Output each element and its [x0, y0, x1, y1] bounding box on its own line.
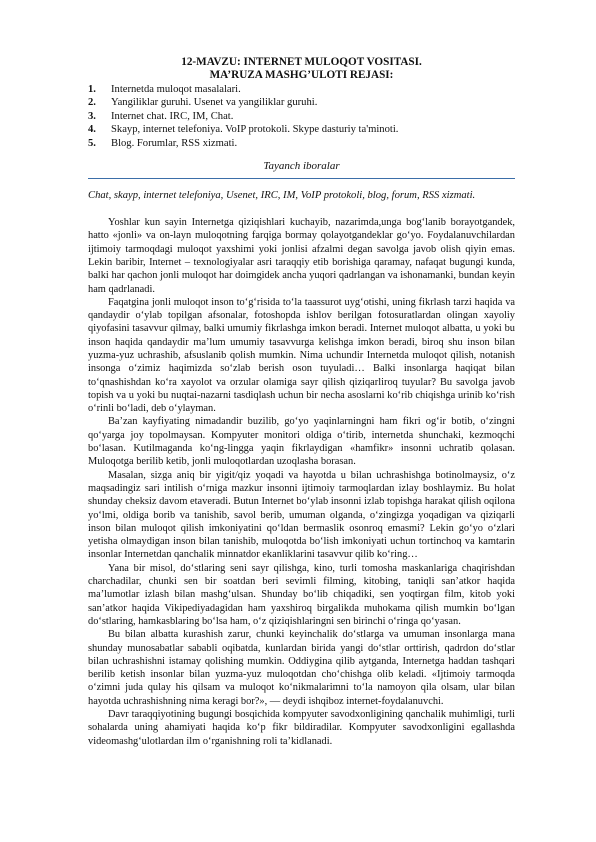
body-paragraph: Faqatgina jonli muloqot inson to‘g‘risida to‘la taassurot uyg‘otishi, uning fikrlash tarzi haqida va qandaydir o‘ylab topilgan afsonalar, fotoshopda ishlov berilgan fotosuratlardan olingan xayoliy qiyofasini tasavvur qilmay, balki umumiy fikrlashga imkon beradi. Internet muloqot albatta, u yoki bu inson haqida qandaydir ma’lum umumiy tasavvurga kelishga imkon beradi, biroq shu inson bilan yuzma-yuz uchrashib, afsuslanib qolish mumkin. Nima uchundir Internetda muloqot qilish, notanish insonga o‘zimiz haqimizda so‘zlab berish oson tuyuladi… Balki insonlarga haqiqat bilan to‘qnashishdan ko‘ra xayolot va orzular olamiga sayr qilish qiziqarliroq tuyular? Bu savolga javob topish va u yoki bu nuqtai-nazarni tasdiqlash uchun bir necha asoslarni ko‘rib chiqishga urinib ko‘rish o‘rinli bo‘ladi, deb o‘ylayman. — [88, 296, 515, 415]
plan-item-text: Skayp, internet telefoniya. VoIP protokoli. Skype dasturiy ta'minoti. — [111, 124, 399, 136]
section-divider — [88, 178, 515, 179]
plan-item-number: 2. — [88, 97, 96, 109]
keywords-heading: Tayanch iboralar — [263, 160, 340, 173]
body-paragraph: Ba’zan kayfiyating nimadandir buzilib, go‘yo yaqinlarningni ham fikri og‘ir botib, o‘zingni qo‘yarga joy topolmaysan. Kompyuter monitori oldiga o‘tirib, internetda shunchaki, kezmoqchi bo‘lasan. Kutilmaganda ko‘ng-lingga yaqin fikrlaydigan «hamfikr» insonni uchratib qolasan. Muloqotga berilib ketib, jonli muloqotlardan uzoqlasha borasan. — [88, 416, 515, 468]
body-paragraph: Bu bilan albatta kurashish zarur, chunki keyinchalik do‘stlarga va umuman insonlarga mana shunday munosabatlar sababli oqibatda, kunlardan birida yangi do‘stlar orttirish, qadrdon do‘stlar bilan uchrashishni istamay qolishing mumkin. Oddiygina qilib aytganda, Internetga haddan tashqari berilib ketish insonlar bilan yuzma-yuz muloqotdan cho‘chishga olib keladi. «Ijtimoiy tarmoqda o‘zimni juda qulay his qilsam va muloqot ko‘nikmalarimni to‘la namoyon qila olsam, ular bilan hayotda uchrashishning nima keragi bor?», — deydi ishqiboz internet-foydalanuvchi. — [88, 629, 515, 707]
plan-item-number: 4. — [88, 124, 96, 136]
plan-item-text: Blog. Forumlar, RSS xizmati. — [111, 137, 238, 149]
keywords-text: Chat, skayp, internet telefoniya, Usenet, IRC, IM, VoIP protokoli, blog, forum, RSS xizmati. — [88, 190, 476, 202]
body-paragraph: Yoshlar kun sayin Internetga qiziqishlari kuchayib, nazarimda,unga bog‘lanib borayotgandek, hatto «jonli» va on-layn muloqotning farqiga bormay qolayotgandeklar go‘yo. Foydalanuvchilardan ijtimoiy tarmoqdagi muloqot yaxshimi yoki jonlisi afzalmi degan savolga javob olish qiyin emas. Lekin baribir, Internet – texnologiyalar asri taraqqiy etib borishiga qaramay, nafaqat bugungi kunda, balki har qachon jonli muloqot har doimgidek ancha yuqori qadrlangan va ishonamanki, bundan keyin ham qadrlanadi. — [88, 217, 515, 295]
document-page — [88, 56, 515, 748]
plan-item-number: 3. — [88, 110, 96, 122]
plan-item-text: Yangiliklar guruhi. Usenet va yangiliklar guruhi. — [111, 97, 318, 109]
plan-item-text: Internetda muloqot masalalari. — [111, 84, 241, 95]
document-title: 12-MAVZU: INTERNET MULOQOT VOSITASI. — [181, 56, 422, 68]
plan-heading: MA’RUZA MASHG’ULOTI REJASI: — [209, 69, 394, 81]
plan-item-text: Internet chat. IRC, IM, Chat. — [111, 110, 234, 122]
lecture-body — [88, 216, 515, 748]
plan-item — [88, 96, 515, 109]
plan-item — [88, 83, 515, 96]
plan-item — [88, 137, 515, 150]
plan-item-number: 1. — [88, 84, 96, 95]
body-paragraph: Masalan, sizga aniq bir yigit/qiz yoqadi va hayotda u bilan uchrashishga botinolmaysiz, o‘z maqsadingiz sari intilish o‘rniga mazkur insonni ijtimoiy tarmoqlardan izlay boshlaymiz. Bu holat shunday cheksiz davom etaveradi. Butun Internet bo‘ylab insonni izlab topishga harakat qilish oqilona yo‘lmi, oldiga borib va tanishib, savol berib, umuman olganda, o‘zingizga yoqadigan va qiziqarli inson bilan muloqot qilish imkoniyatini qo‘ldan bermaslik osonroq emasmi? Lekin go‘yo o‘zlari yetisha olmaydigan inson bilan tanishib, muloqotda bo‘lish imkoniyati uchun tortinchoq va kamtarin insonlar Internetdan qanchalik minnatdor ekanliklarini tasavvur qilib ko‘ring… — [88, 469, 515, 561]
plan-list — [88, 83, 515, 150]
plan-item — [88, 110, 515, 123]
plan-item — [88, 123, 515, 136]
body-paragraph: Davr taraqqiyotining bugungi bosqichida kompyuter savodxonligining qanchalik muhimligi, turli sohalarda uning ahamiyati haqida ko‘p fikr bildiradilar. Kompyuter savodxonligini egallashda videomashg‘ulotlardan ilm o‘rganishning roli ta’kidlanadi. — [88, 709, 515, 747]
plan-item-number: 5. — [88, 137, 96, 149]
body-paragraph: Yana bir misol, do‘stlaring seni sayr qilishga, kino, turli tomosha maskanlariga chaqirishdan charchadilar, chunki sen bir soatdan beri sevimli filming, kitobing, taniqli san’atkor haqida ma’lumotlar izlash bilan mashg‘ulsan. Shunday bo‘lib chiqadiki, sen yoqtirgan film, kitob yoki san’atkor haqida Vikipediyadagidan ham yaxshiroq birgalikda muhokama qilish mumkin bo‘lgan do‘stlaring, hamkasblaring bo‘lsa ham, o‘z qiziqishlaringni sen birinchi o‘ringa qo‘yasan. — [88, 562, 515, 627]
